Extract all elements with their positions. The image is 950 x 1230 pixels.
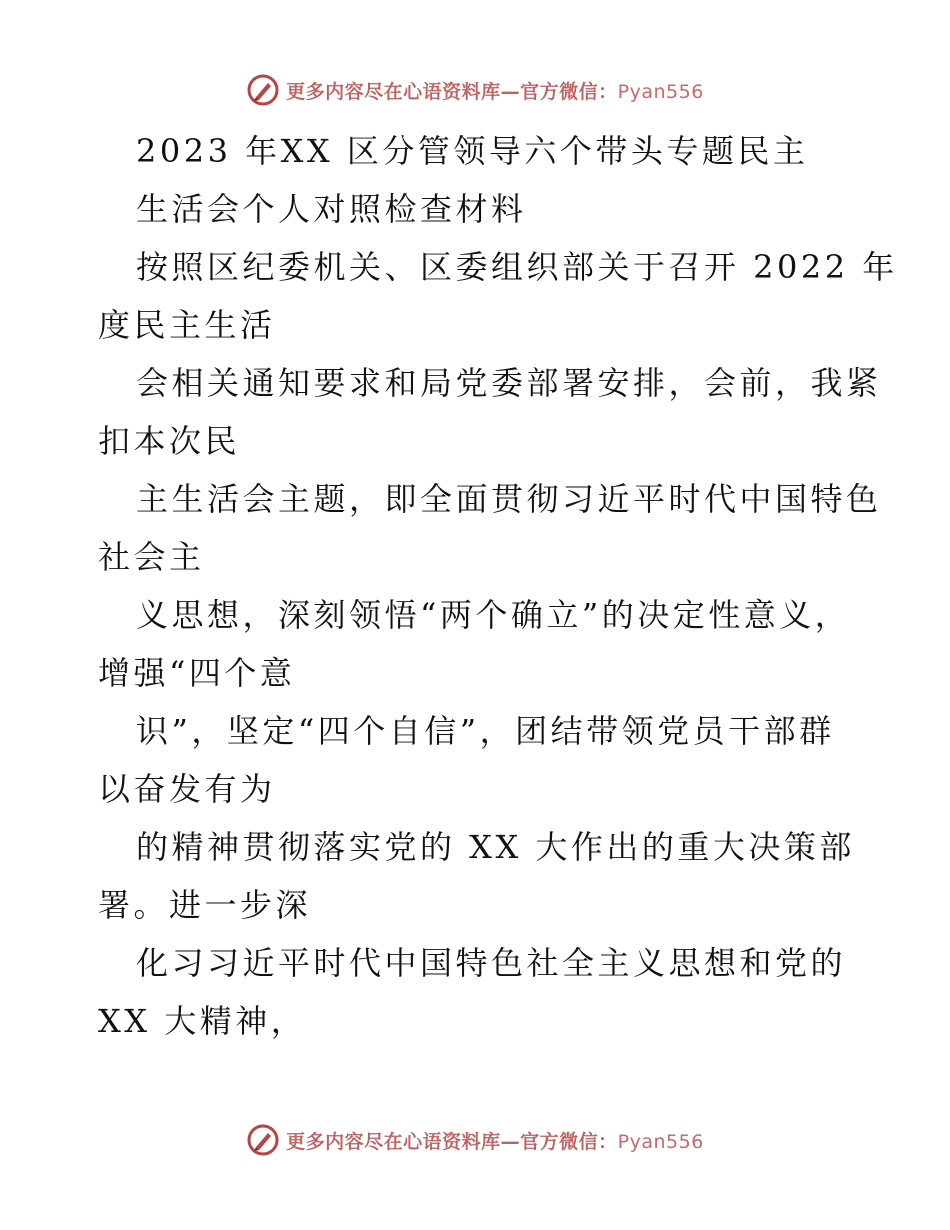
text-line: 2023 年XX 区分管领导六个带头专题民主 [136,132,809,170]
text-line: 主生活会主题，即全面贯彻习近平时代中国特色 [136,480,882,518]
text-line: 署。进一步深 [98,886,312,924]
text-line: 增强“四个意 [98,654,296,692]
pen-logo-icon [246,1123,280,1157]
watermark-text: 更多内容尽在心语资料库—官方微信：Pyan556 [286,80,704,103]
text-line: 度民主生活 [98,306,276,344]
text-line: 生活会个人对照检查材料 [136,190,527,228]
text-line: 识”，坚定“四个自信”，团结带领党员干部群 [136,712,835,750]
watermark-account: Pyan556 [617,80,704,103]
text-line: 会相关通知要求和局党委部署安排，会前，我紧 [136,364,882,402]
text-line: XX 大精神， [98,1002,307,1040]
text-line: 化习习近平时代中国特色社全主义思想和党的 [136,944,847,982]
text-line: 以奋发有为 [98,770,276,808]
text-line: 社会主 [98,538,205,576]
pen-logo-icon [246,73,280,107]
text-line: 按照区纪委机关、区委组织部关于召开 2022 年 [136,248,898,286]
text-line: 的精神贯彻落实党的 XX 大作出的重大决策部 [136,828,855,866]
watermark-account: Pyan556 [617,1130,704,1153]
text-line: 扣本次民 [98,422,241,460]
header-watermark [0,70,950,110]
watermark-text: 更多内容尽在心语资料库—官方微信：Pyan556 [286,1130,704,1153]
text-line: 义思想，深刻领悟“两个确立”的决定性意义， [136,596,851,634]
document-body [98,122,898,1050]
footer-watermark [0,1120,950,1160]
